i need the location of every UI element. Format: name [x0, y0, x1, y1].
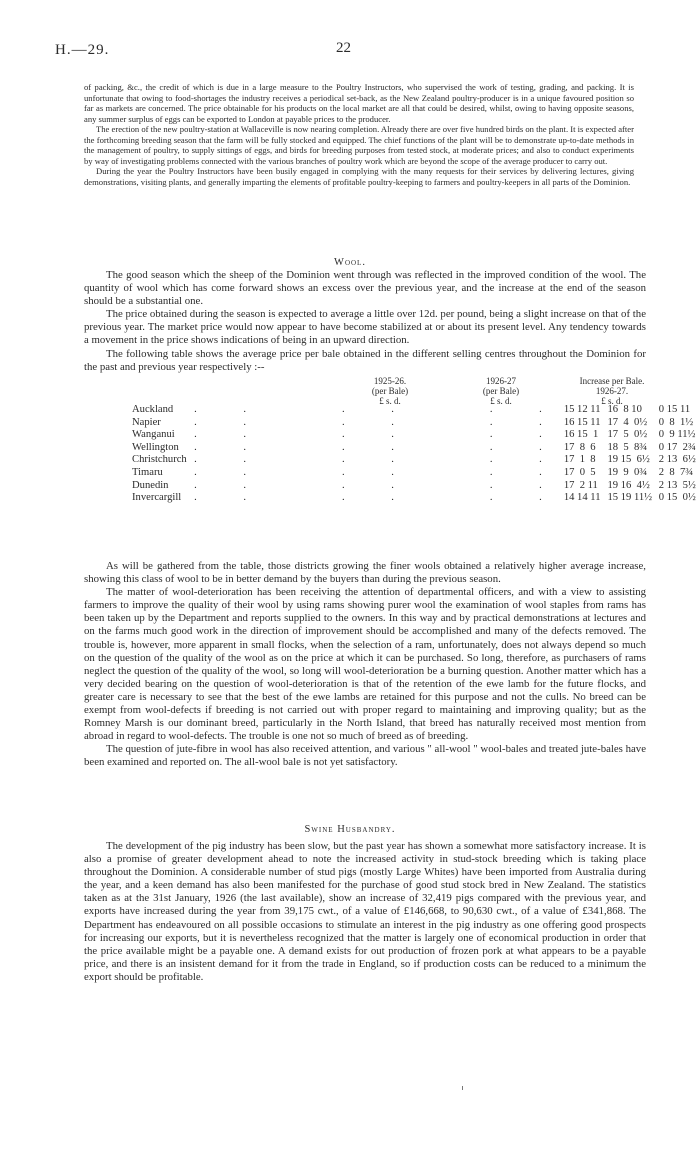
- column-1-money: £ s. d.: [379, 396, 401, 406]
- price-1926-27-cell: 19 15 6½: [607, 454, 650, 466]
- wool-paragraph-3-dash: --: [257, 360, 265, 373]
- leader-dots: . . . . . .: [194, 479, 564, 491]
- swine-heading: Swine Husbandry.: [304, 824, 396, 835]
- price-1926-27-cell: 15 19 11½: [607, 492, 653, 504]
- increase-cell: 0 8 1½: [658, 416, 694, 428]
- wool-paragraph-5: The matter of wool-deterioration has been receiving the attention of departmental officers, and with a view to assisting farmers to improve the quality of their wool by using rams showing purer wool the examination of wool staples from rams has been taken up by the Department and reports supplied to the owners. In this way and by practical demonstrations at lectures and on the farms much good work in the direction of improvement should be accomplished and many of the defects removed. The trouble is, however, more apparent in small flocks, when the selection of a ram, unfortunately, does not always depend so much on the question of the quality of the wool as on the price at which it can be purchased. So long, therefore, as purchasers of rams neglect the question of the quality of the wool, so long will wool-deterioration be a burning question. Another matter which has a very decided bearing on the question of wool-deterioration is that of the retention of the ewe lamb for the future flocks, and greater care is necessary to see that the best of the ewe lambs are retained for this purpose and not the culls. No breed can be exempt from wool-defects if breeding is not carried out with proper regard to maintaining and improving quality; but as the Romney Marsh is our dominant breed, particularly in the North Island, that breed has naturally received most mention from abroad in regard to wool-defects. The trouble is one not so much of breed as of breeding.: [84, 586, 646, 743]
- increase-cell: 0 9 11½: [658, 429, 696, 441]
- price-1925-26-cell: 15 12 11: [563, 404, 601, 415]
- district-cell: Wanganui: [132, 429, 175, 441]
- district-cell: Napier: [132, 416, 161, 428]
- price-1926-27-cell: 18 5 8¾: [607, 441, 648, 453]
- page-number: 22: [336, 40, 351, 56]
- increase-cell: 0 15 11: [658, 404, 691, 415]
- leader-dots: . . . . . .: [194, 466, 564, 478]
- leader-dots: . . . . . .: [194, 441, 564, 453]
- price-1925-26-cell: 16 15 11: [563, 416, 601, 428]
- increase-cell: 2 13 6½: [658, 454, 696, 466]
- poultry-paragraph-2: The erection of the new poultry-station at Wallaceville is now nearing completion. Already there are over five hundred birds on the plant. It is expected after the forthcoming breeding season that the farm will be fully stocked and equipped. The chief functions of the plant will be to demonstrate up-to-date methods in the management of poultry, to supply sittings of eggs, and birds for breeding purposes from tested stock, at moderate prices; and also to conduct experiments by way of investigating problems connected with the various branches of poultry work which are beyond the scope of the average producer to carry out.: [84, 124, 634, 166]
- table-row: [132, 442, 700, 455]
- price-1926-27-cell: 19 16 4½: [607, 479, 650, 491]
- price-1925-26-cell: 17 1 8: [563, 454, 596, 466]
- column-1-unit: (per Bale): [371, 386, 409, 396]
- leader-dots: . . . . . .: [194, 454, 564, 466]
- leader-dots: . . . . . .: [194, 416, 564, 428]
- column-3-unit: 1926-27.: [595, 386, 629, 396]
- leader-dots: . . . . . .: [194, 492, 564, 504]
- wool-paragraph-3-text: The following table shows the average price per bale obtained in the different selling centres throughout the Dominion for the past and previous year respectively :: [84, 347, 646, 373]
- wool-intro: [84, 269, 646, 374]
- wool-price-table: [132, 404, 700, 505]
- price-1925-26-cell: 14 14 11: [563, 492, 601, 504]
- column-2-money: £ s. d.: [490, 396, 512, 406]
- table-row: [132, 404, 700, 417]
- page-mark: [462, 1086, 463, 1090]
- poultry-paragraph-3: During the year the Poultry Instructors have been busily engaged in complying with the many requests for their services by delivering lectures, giving demonstrations, visiting plants, and generally imparting the elements of profitable poultry-keeping to farmers and poultry-keepers in all parts of the Dominion.: [84, 166, 634, 187]
- price-1925-26-cell: 16 15 1: [563, 429, 599, 441]
- table-row: [132, 492, 700, 505]
- leader-dots: . . . . . .: [194, 429, 564, 441]
- increase-cell: 0 17 2¾: [658, 441, 696, 453]
- district-cell: Timaru: [132, 466, 163, 478]
- district-cell: Wellington: [132, 441, 179, 453]
- column-head-increase: [562, 376, 662, 406]
- price-1925-26-cell: 17 8 6: [563, 441, 596, 453]
- leader-dots: . . . . . .: [194, 404, 564, 415]
- district-cell: Invercargill: [132, 492, 182, 504]
- wool-paragraph-4: As will be gathered from the table, those districts growing the finer wools obtained a relatively higher average increase, showing this class of wool to be in better demand by the buyers than during the previous season.: [84, 560, 646, 586]
- poultry-section: [84, 82, 634, 187]
- price-1926-27-cell: 16 8 10: [607, 404, 642, 415]
- increase-cell: 2 8 7¾: [658, 466, 694, 478]
- price-1925-26-cell: 17 0 5: [563, 466, 596, 478]
- wool-paragraph-2: The price obtained during the season is expected to average a little over 12d. per pound, being a slight increase on that of the previous year. The market price would now appear to have become stabilized at or about its present level. Any tendency towards a movement in the price shows indications of being in an upward direction.: [84, 308, 646, 347]
- table-row: [132, 454, 700, 467]
- table-row: [132, 417, 700, 430]
- column-3-money: £ s. d.: [601, 396, 623, 406]
- column-head-1925-26: [355, 376, 425, 406]
- wool-heading: Wool.: [334, 257, 366, 268]
- price-1926-27-cell: 17 4 0½: [607, 416, 648, 428]
- column-2-year: 1926-27: [486, 376, 516, 386]
- wool-paragraph-6: The question of jute-fibre in wool has also received attention, and various " all-wool " wool-bales and treated jute-bales have been examined and reported on. The all-wool bale is not yet satisfactory.: [84, 743, 646, 769]
- column-1-year: 1925-26.: [373, 376, 407, 386]
- district-cell: Auckland: [132, 404, 174, 415]
- column-head-1926-27: [466, 376, 536, 406]
- wool-discussion: [84, 560, 646, 770]
- wool-paragraph-1: The good season which the sheep of the Dominion went through was reflected in the improved condition of the wool. The quantity of wool which has come forward shows an excess over the previous year, and the increase at the end of the season should be a substantial one.: [84, 269, 646, 308]
- price-1926-27-cell: 19 9 0¾: [607, 466, 648, 478]
- wool-paragraph-3: [84, 348, 646, 374]
- table-row: [132, 480, 700, 493]
- column-3-year: Increase per Bale.: [579, 376, 645, 386]
- swine-paragraph-1: The development of the pig industry has been slow, but the past year has shown a somewhat more satisfactory increase. It is also a promise of greater development ahead to note the increased activity in stud-stock breeding which is taking place throughout the Dominion. A considerable number of stud pigs (mostly Large Whites) have been imported from Australia during the year, and a keen demand has also been manifested for the purchase of good stud stock bred in New Zealand. The statistics taken as at the 31st January, 1926 (the last available), show an increase of 32,419 pigs compared with the previous year, and exports have increased during the year from 39,175 cwt., of a value of £146,668, to 90,630 cwt., of a value of £341,868. The Department has endeavoured on all possible occasions to stimulate an interest in the pig industry as one offering good prospects for increasing our exports, but it is nevertheless recognized that the matter is largely one of economical production in order that the price available might be a payable one. A demand exists for out production of frozen pork at what appears to be a payable price, and there is an insistent demand for it from the trade in England, so if production costs can be reduced to a minimum the export should be profitable.: [84, 840, 646, 983]
- report-code: H.—29.: [55, 42, 110, 58]
- poultry-paragraph-1: of packing, &c., the credit of which is due in a large measure to the Poultry Instructors, who supervised the work of testing, grading, and packing. It is unfortunate that owing to food-shortages the industry receives a periodical set-back, as the New Zealand poultry-producer is in a unique favoured position so far as markets are concerned. The price obtainable for his products on the local market are all that could be desired, whilst, owing to having opposite seasons, any summer surplus of eggs can be exported to London at payable prices to the producer.: [84, 82, 634, 124]
- price-1925-26-cell: 17 2 11: [563, 479, 598, 491]
- district-cell: Dunedin: [132, 479, 169, 491]
- table-row: [132, 429, 700, 442]
- column-2-unit: (per Bale): [482, 386, 520, 396]
- increase-cell: 2 13 5½: [658, 479, 696, 491]
- table-row: [132, 467, 700, 480]
- price-1926-27-cell: 17 5 0½: [607, 429, 648, 441]
- district-cell: Christchurch: [132, 454, 187, 466]
- increase-cell: 0 15 0½: [658, 492, 696, 504]
- swine-section: [84, 840, 646, 984]
